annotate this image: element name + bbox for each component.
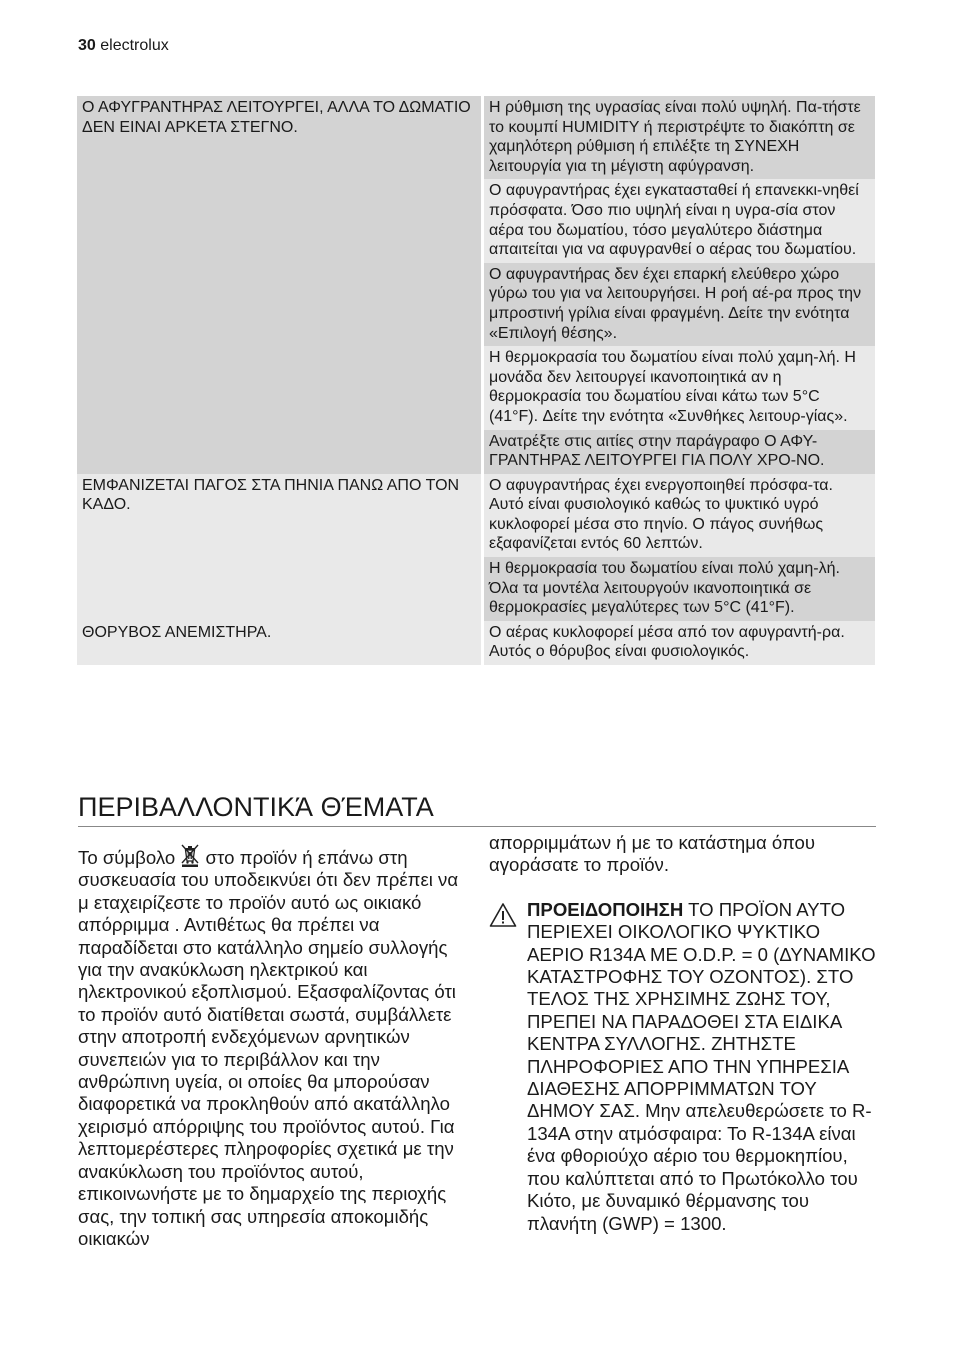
brand-name: electrolux xyxy=(100,37,169,54)
solution-text: Ο αφυγραντήρας δεν έχει επαρκή ελεύθερο χώρο γύρω του για να λειτουργήσει. Η ροή αέ-ρα προς την μπροστινή γρίλια είναι φραγμένη. Δείτε την ενότητα «Επιλογή θέσης». xyxy=(489,265,862,342)
problem-text: ΘΟΡΥΒΟΣ ΑΝΕΜΙΣΤΗΡΑ. xyxy=(82,623,272,641)
solution-cell xyxy=(484,557,875,621)
section-title: ΠΕΡΙΒΑΛΛΟΝΤΙΚΆ ΘΈΜΑΤΑ xyxy=(78,790,876,827)
warning-text: ΤΟ ΠΡΟΪΟΝ ΑΥΤΟ ΠΕΡΙΕΧΕΙ ΟΙΚΟΛΟΓΙΚΟ ΨΥΚΤΙΚΟ ΑΕΡΙΟ R134A ΜΕ O.D.P. = 0 (ΔΥΝΑΜΙΚΟ ΚΑΤΑΣΤΡΟΦΗΣ ΤΟΥ ΟΖΟΝΤΟΣ). ΣΤΟ ΤΕΛΟΣ ΤΗΣ ΧΡΗΣΙΜΗΣ ΖΩΗΣ ΤΟΥ, ΠΡΕΠΕΙ ΝΑ ΠΑΡΑΔΟΘΕΙ ΣΤΑ ΕΙΔΙΚΑ ΚΕΝΤΡΑ ΣΥΛΛΟΓΗΣ. ΖΗΤΗΣΤΕ ΠΛΗΡΟΦΟΡΙΕΣ ΑΠΟ ΤΗΝ ΥΠΗΡΕΣΙΑ ΔΙΑΘΕΣΗΣ ΑΠΟΡΡΙΜΜΑΤΩΝ ΤΟΥ ΔΗΜΟΥ ΣΑΣ. Μην απελευθερώσετε το R-134A στην ατμόσφαιρα: Το R-134A είναι ένα φθοριούχο αέριο του θερμοκηπίου, που καλύπτεται από το Πρωτόκολλο του Κιότο, με δυναμικό θέρμανσης του πλανήτη (GWP) = 1300. xyxy=(527,898,876,1234)
solution-cell xyxy=(484,474,875,557)
problem-cell xyxy=(77,474,484,621)
crossed-bin-icon xyxy=(180,843,200,867)
right-column xyxy=(489,832,877,1235)
solution-cell xyxy=(484,430,875,474)
warning-label: ΠΡΟΕΙΔΟΠΟΙΗΣΗ xyxy=(527,898,684,920)
solution-text: Η θερμοκρασία του δωματίου είναι πολύ χαμη-λή. Η μονάδα δεν λειτουργεί ικανοποιητικά αν η θερμοκρασία του δωματίου είναι κάτω των 5°C (41°F). Δείτε την ενότητα «Συνθήκες λειτουρ-γίας». xyxy=(489,349,856,425)
solution-text: Ανατρέξτε στις αιτίες στην παράγραφο Ο ΑΦΥ-ΓΡΑΝΤΗΡΑΣ ΛΕΙΤΟΥΡΓΕΙ ΓΙΑ ΠΟΛΥ ΧΡΟ-ΝΟ. xyxy=(489,432,825,470)
solution-text: Η θερμοκρασία του δωματίου είναι πολύ χαμη-λή. Όλα τα μοντέλα λειτουργούν ικανοποιητικά σε θερμοκρασίες μεγαλύτερες των 5°C (41°F). xyxy=(489,560,840,617)
problem-text: ΕΜΦΑΝΙΖΕΤΑΙ ΠΑΓΟΣ ΣΤΑ ΠΗΝΙΑ ΠΑΝΩ ΑΠΟ ΤΟΝ ΚΑΔΟ. xyxy=(82,476,460,514)
paragraph-text-rest: στο προϊόν ή επάνω στη συσκευασία του υποδεικνύει ότι δεν πρέπει να μ εταχειρίζεστε το προϊόν αυτό ως οικιακό απόρριμμα . Αντιθέτως θα πρέπει να παραδίδεται στο κατάλληλο σημείο συλλογής για την ανακύκλωση ηλεκτρικού και ηλεκτρονικού εξοπλισμού. Εξασφαλίζοντας ότι το προϊόν αυτό διατίθεται σωστά, συμβάλλετε στην αποτροπή ενδεχόμενων αρνητικών συνεπειών για το περιβάλλον και την ανθρώπινη υγεία, οι οποίες θα μπορούσαν διαφορετικά να προκληθούν από ακατάλληλο χειρισμό απόρριψης του προϊόντος αυτού. Για λεπτομερέστερες πληροφορίες σχετικά με την ανακύκλωση του προϊόντος αυτού, επικοινωνήστε με το δημαρχείο της περιοχής σας, την τοπική σας υπηρεσία αποκομιδής οικιακών xyxy=(78,847,459,1249)
solution-text: Ο αέρας κυκλοφορεί μέσα από τον αφυγραντή-ρα. Αυτός ο θόρυβος είναι φυσιολογικός. xyxy=(489,623,845,661)
solution-cell xyxy=(484,346,875,429)
solution-text: Η ρύθμιση της υγρασίας είναι πολύ υψηλή. Πα-τήστε το κουμπί HUMIDITY ή περιστρέψτε το διακόπτη σε χαμηλότερη ρύθμιση ή επιλέξτε τη ΣΥΝΕΧΗ λειτουργία για τη μέγιστη αφύγρανση. xyxy=(489,99,861,175)
left-column xyxy=(78,843,470,1250)
solution-text: Ο αφυγραντήρας έχει ενεργοποιηθεί πρόσφα-τα. Αυτό είναι φυσιολογικό καθώς το ψυκτικό υγρό κυκλοφορεί μέσα στο πηνίο. Ο πάγος συνήθως εξαφανίζεται εντός 60 λεπτών. xyxy=(489,476,833,553)
solution-cell xyxy=(484,263,875,346)
warning-triangle-icon xyxy=(489,902,517,928)
page-number: 30 xyxy=(78,37,96,54)
troubleshooting-table xyxy=(77,96,875,665)
solution-cell xyxy=(484,96,875,179)
solution-text: Ο αφυγραντήρας έχει εγκατασταθεί ή επανεκκι-νηθεί πρόσφατα. Όσο πιο υψηλή είναι η υγρα-σία στον αέρα του δωματίου, τόσο μεγαλύτερο διάστημα απαιτείται για να αφυγρανθεί ο αέρας του δωματίου. xyxy=(489,182,859,259)
warning-block xyxy=(489,899,877,1235)
paragraph-text-start: Το σύμβολο xyxy=(78,847,176,868)
solution-cell xyxy=(484,179,875,262)
solution-cell xyxy=(484,621,875,665)
paragraph-continuation: απορριμμάτων ή με το κατάστημα όπου αγοράσατε το προϊόν. xyxy=(489,832,816,876)
problem-text: Ο ΑΦΥΓΡΑΝΤΗΡΑΣ ΛΕΙΤΟΥΡΓΕΙ, ΑΛΛΑ ΤΟ ΔΩΜΑΤΙΟ ΔΕΝ ΕΙΝΑΙ ΑΡΚΕΤΑ ΣΤΕΓΝΟ. xyxy=(82,99,471,136)
problem-cell xyxy=(77,96,484,474)
problem-cell xyxy=(77,621,484,665)
page-header xyxy=(78,37,169,55)
